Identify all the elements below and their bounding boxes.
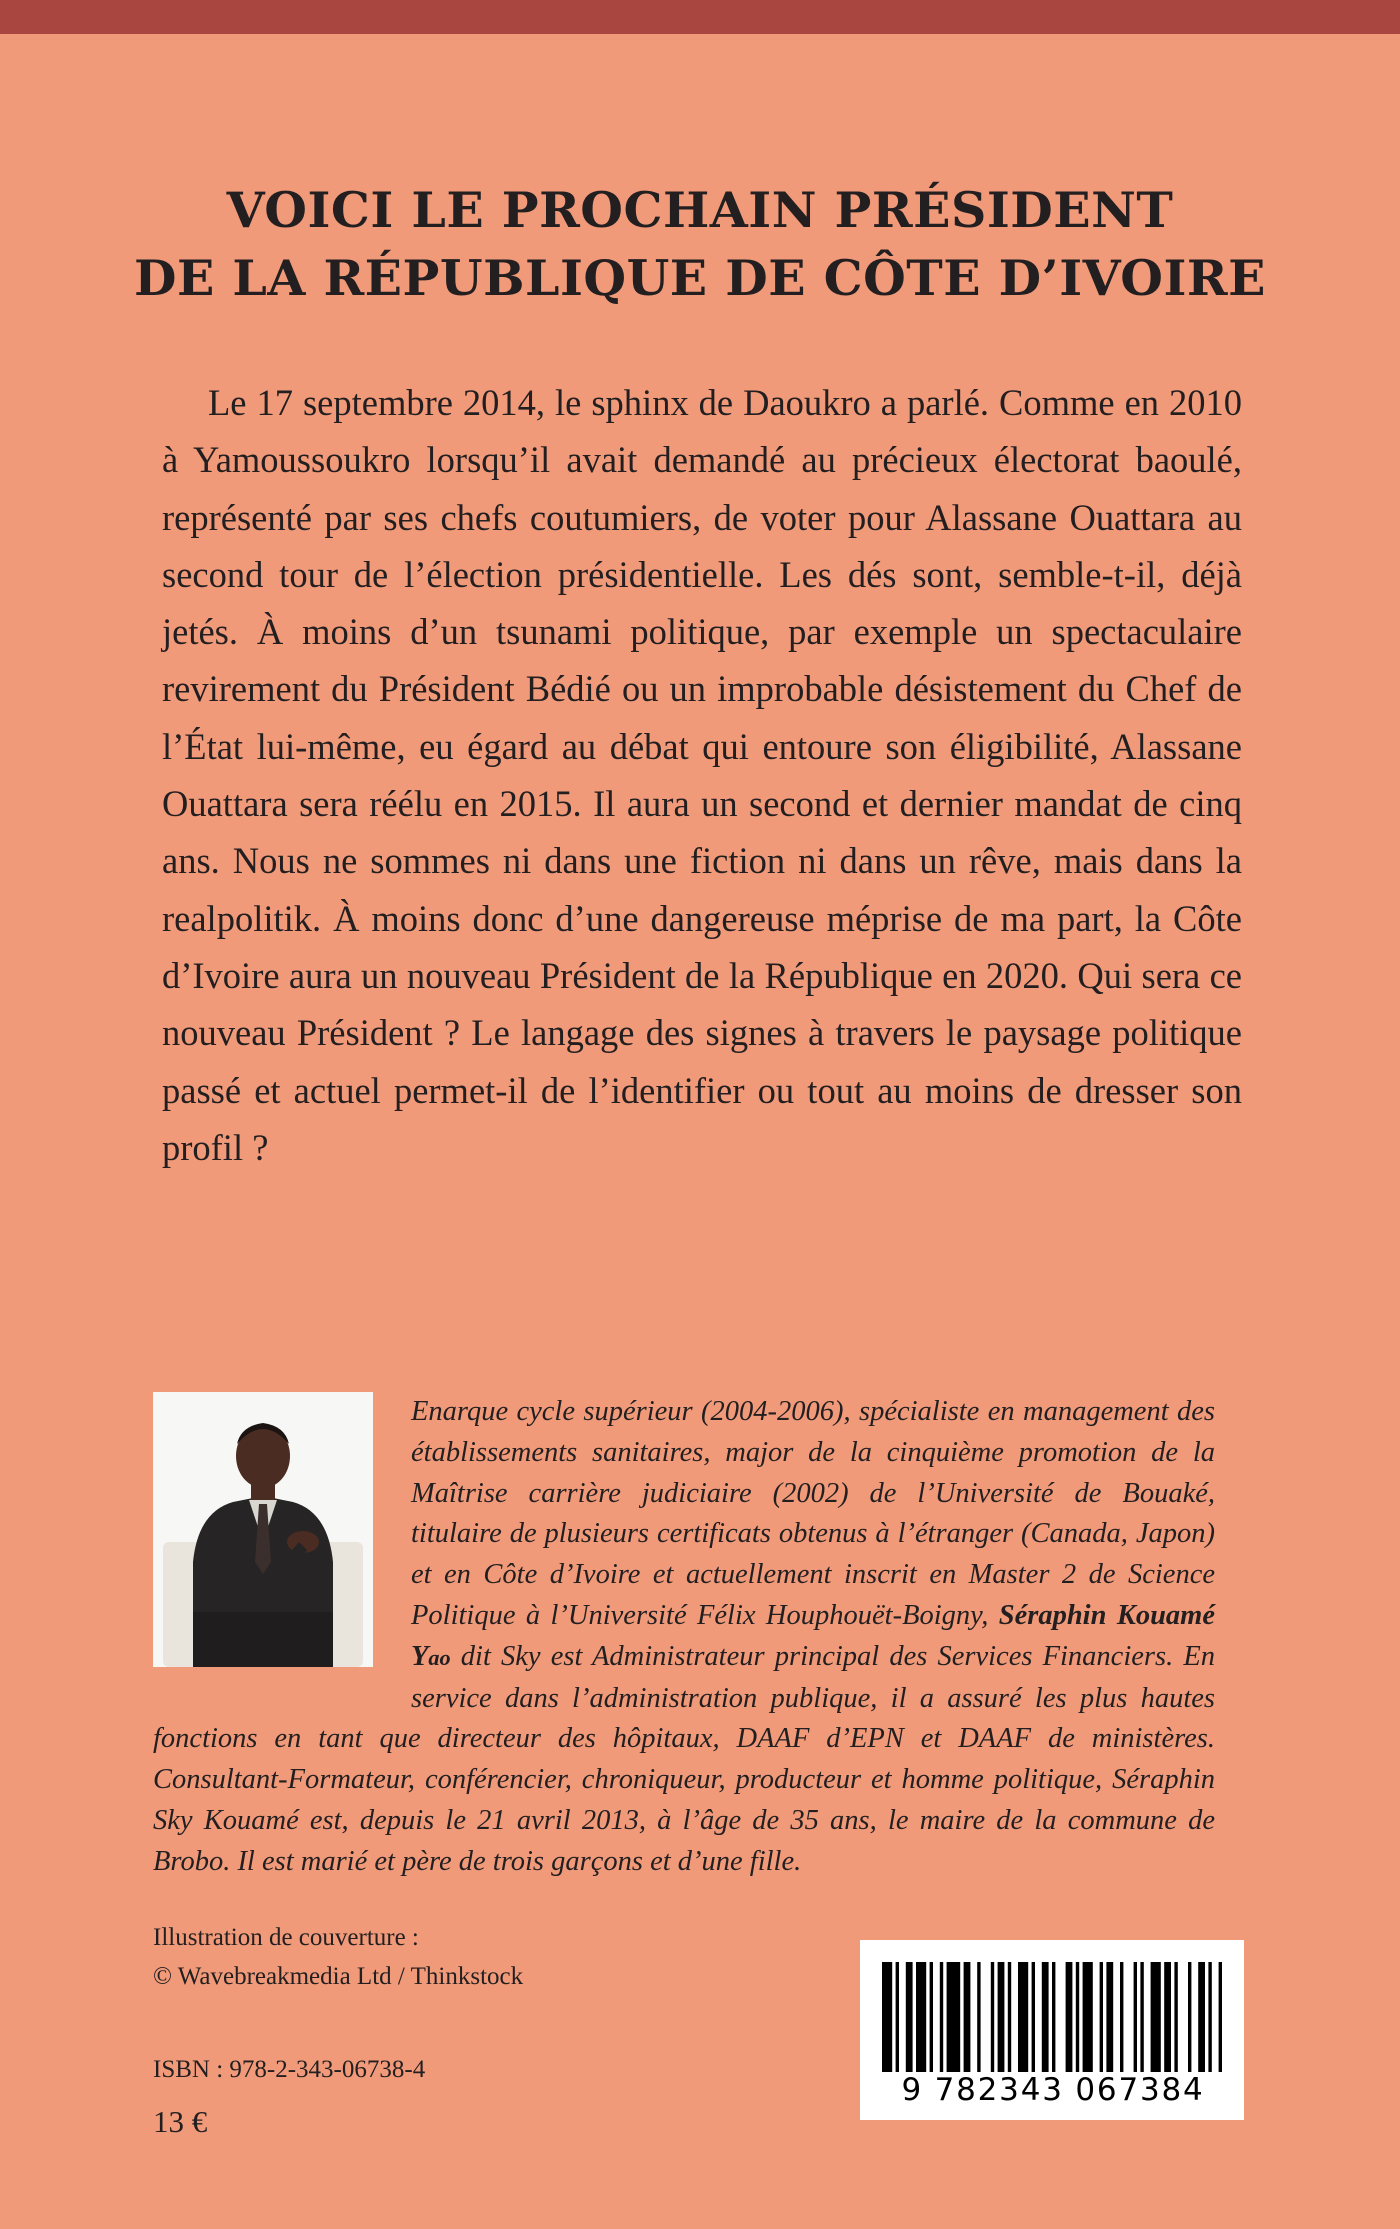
barcode-bar [1151,1962,1161,2072]
author-last-rest: ao [428,1644,451,1670]
barcode-bar [1076,1962,1079,2072]
barcode-bar [1032,1962,1035,2072]
barcode-bar [964,1962,971,2072]
barcode-bar [1198,1962,1205,2072]
price-text: 13 € [153,2104,208,2139]
barcode-bar [1008,1962,1011,2072]
isbn-text: ISBN : 978-2-343-06738-4 [153,2056,426,2083]
barcode-bar [991,1962,994,2072]
barcode-bar [1174,1962,1177,2072]
book-summary [162,374,1242,1176]
top-color-band [0,0,1400,34]
barcode-bar [882,1962,892,2072]
barcode-bar [947,1962,961,2072]
author-last-initial: Y [411,1640,429,1672]
illustration-label: Illustration de couverture : [153,1924,419,1951]
barcode [860,1940,1244,2120]
bio-text-part2: dit Sky est Administrateur principal des Services Financiers. En service dans l’administration publique, il a assuré les plus hautes fonctions en tant que directeur des hôpitaux, DAAF d’EPN et DAAF de ministères. Consultant-Formateur, conférencier, chroniqueur, producteur et homme politique, Séraphin Sky Kouamé est, depuis le 21 avril 2013, à l’âge de 35 ans, le maire de la commune de Brobo. Il est marié et père de trois garçons et d’une fille. [153,1640,1215,1877]
barcode-bar [1208,1962,1211,2072]
summary-paragraph: Le 17 septembre 2014, le sphinx de Daoukro a parlé. Comme en 2010 à Yamoussoukro lorsqu’il avait demandé au précieux électorat baoulé, représenté par ses chefs coutumiers, de voter pour Alassane Ouattara au second tour de l’élection présidentielle. Les dés sont, semble-t-il, déjà jetés. À moins d’un tsunami politique, par exemple un spectaculaire revirement du Président Bédié ou un improbable désistement du Chef de l’État lui-même, eu égard au débat qui entoure son éligibilité, Alassane Ouattara sera réélu en 2015. Il aura un second et dernier mandat de cinq ans. Nous ne sommes ni dans une fiction ni dans un rêve, mais dans la realpolitik. À moins donc d’une dangereuse méprise de ma part, la Côte d’Ivoire aura un nouveau Président de la République en 2020. Qui sera ce nouveau Président ? Le langage des signes à travers le paysage politique passé et actuel permet-il de l’identifier ou tout au moins de dresser son profil ? [162,382,1242,1168]
author-biography [153,1392,1215,1883]
barcode-bar [1106,1962,1113,2072]
photo-wrap-spacer [153,1392,411,1717]
barcode-bar [896,1962,899,2072]
barcode-bar [1188,1962,1191,2072]
barcode-bar [1219,1962,1222,2072]
barcode-bar [1018,1962,1028,2072]
book-title [0,176,1400,312]
barcode-bar [940,1962,943,2072]
barcode-bar [998,1962,1005,2072]
barcode-bar [930,1962,933,2072]
author-first-names: Séraphin Kouamé [998,1599,1216,1631]
barcode-bar [1134,1962,1137,2072]
title-line-2: DE LA RÉPUBLIQUE DE CÔTE D’IVOIRE [134,249,1266,307]
barcode-bar [977,1962,980,2072]
title-line-1: VOICI LE PROCHAIN PRÉSIDENT [226,181,1174,239]
barcode-bar [916,1962,926,2072]
barcode-bar [1066,1962,1073,2072]
barcode-bar [906,1962,913,2072]
illustration-credit: © Wavebreakmedia Ltd / Thinkstock [153,1963,524,1990]
barcode-bar [1120,1962,1123,2072]
barcode-bar [1052,1962,1055,2072]
barcode-number: 9 782343 067384 [901,2072,1205,2108]
barcode-bar [1164,1962,1171,2072]
bio-text-part1: Enarque cycle supérieur (2004-2006), spécialiste en management des établissements sanitaires, major de la cinquième promotion de la Maîtrise carrière judiciaire (2002) de l’Université de Bouaké, titulaire de plusieurs certificats obtenus à l’étranger (Canada, Japon) et en Côte d’Ivoire et actuellement inscrit en Master 2 de Science Politique à l’Université Félix Houphouët-Boigny, [411,1396,1215,1631]
barcode-bar [1083,1962,1093,2072]
barcode-bar [1042,1962,1049,2072]
barcode-bar [1140,1962,1143,2072]
barcode-bar [1100,1962,1103,2072]
cover-credits [153,1918,523,1996]
